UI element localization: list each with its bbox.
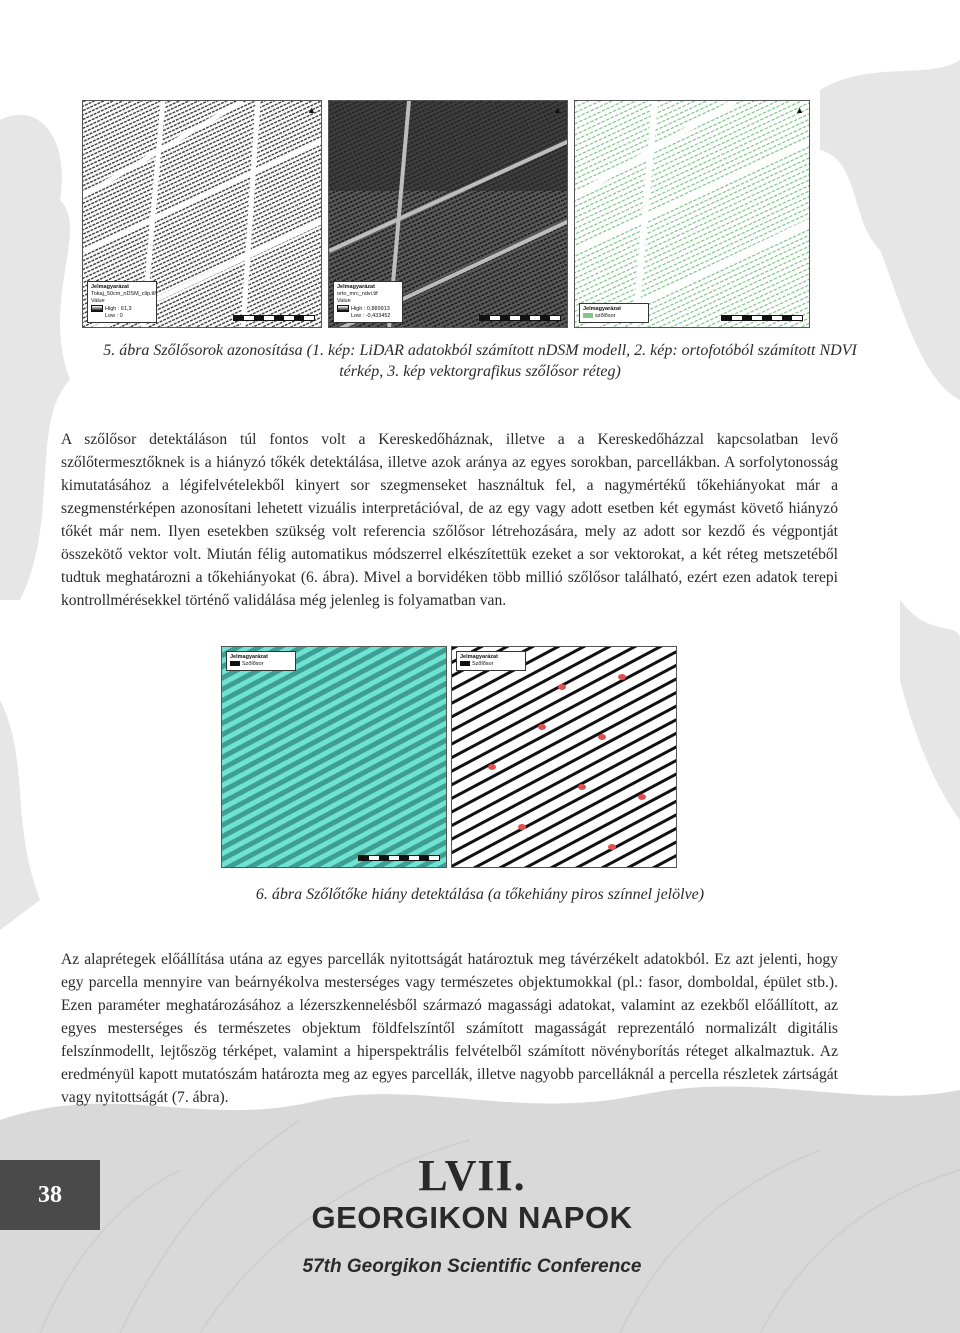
scale-bar <box>721 315 803 321</box>
figure-5 <box>82 100 810 328</box>
paragraph-1: A szőlősor detektáláson túl fontos volt a Kereskedőháznak, illetve a a Kereskedőházzal kapcsolatban levő szőlőtermesztőknek is a hiányzó tőkék detektálása, illetve azok aránya az egyes sorokban, parcellákban. A sorfolytonosság kimutatásához a légifelvételekből kinyert sor szegmenseket használtuk fel, a nagymértékű tőkehiányokat már a szegmenstérképen azonosítani lehetett vizuális interpretációval, de az egy vagy adott esetben két egymást követő hiányzó tőkét már nem. Ilyen esetekben szükség volt referencia szőlősor létrehozására, mely az adott sor kezdő és végpontját összekötő vektor volt. Miután félig automatikus módszerrel elkészítettük ezeket a sor vektorokat, a két réteg metszetéből tudtuk meghatározni a tőkehiányokat (6. ábra). Mivel a borvidéken több millió szőlősor található, ezért ezen adatok terepi kontrollmérésekkel történő validálása még jelenleg is folyamatban van. <box>61 431 838 609</box>
legend: Jelmagyarázat orto_mrc_ndvi.tif Value High : 0,889913 Low : -0,433452 <box>333 281 403 323</box>
page-number: 38 <box>0 1160 100 1230</box>
figure-5-caption-line2: térkép, 3. kép vektorgrafikus szőlősor réteg) <box>339 363 621 380</box>
gap-detection-map-image <box>452 647 677 868</box>
north-arrow-icon: ▲ <box>553 105 562 115</box>
conference-name: GEORGIKON NAPOK <box>311 1200 633 1235</box>
gap-detection-map-panel <box>451 646 677 868</box>
legend: Jelmagyarázat szőlősor <box>579 303 649 323</box>
conference-number: LVII. <box>418 1151 526 1200</box>
cyan-rows-map-panel <box>221 646 447 868</box>
legend: Jelmagyarázat Szőlősor <box>226 651 296 671</box>
legend: Jelmagyarázat Szőlősor <box>456 651 526 671</box>
ndsm-map-panel <box>82 100 322 328</box>
vector-rows-map-image <box>575 101 810 328</box>
cyan-rows-map-image <box>222 647 447 868</box>
figure-5-caption <box>70 340 890 382</box>
scale-bar <box>479 315 561 321</box>
north-arrow-icon: ▲ <box>795 105 804 115</box>
ndvi-map-panel <box>328 100 568 328</box>
figure-5-caption-line1: 5. ábra Szőlősorok azonosítása (1. kép: LiDAR adatokból számított nDSM modell, 2. kép: ortofotóból számított NDVI <box>103 342 857 359</box>
figure-6-caption: 6. ábra Szőlőtőke hiány detektálása (a tőkehiány piros színnel jelölve) <box>255 886 705 903</box>
scale-bar <box>233 315 315 321</box>
vector-rows-map-panel <box>574 100 810 328</box>
figure-6 <box>221 646 677 868</box>
north-arrow-icon: ▲ <box>307 105 316 115</box>
conference-subtitle: 57th Georgikon Scientific Conference <box>302 1256 642 1277</box>
legend: Jelmagyarázat Tokaj_50cm_nDSM_clip.tif Value High : 61,3 Low : 0 <box>87 281 157 323</box>
paragraph-2: Az alaprétegek előállítása utána az egyes parcellák nyitottságát határoztuk meg távérzékelt adatokból. Ez azt jelenti, hogy egy parcella mennyire van beárnyékolva mesterséges vagy természetes objektumokkal (pl.: fasor, domboldal, épület stb.). Ezen paraméter meghatározásához a lézerszkennelésből származó magassági adatokat, valamint az ezekből előállított, az egyes mesterséges és természetes objektum földfelszíntől számított magasságát reprezentáló normalizált digitális felszínmodellt, lejtőszög térképet, valamint a hiperspektrális felvételből számított növényborítás réteget alkalmaztuk. Az eredményül kapott mutatószám határozta meg az egyes parcellák, illetve nagyobb parcelláknál a percella részletek zártságát vagy nyitottságát (7. ábra). <box>61 951 838 1106</box>
scale-bar <box>358 855 440 861</box>
